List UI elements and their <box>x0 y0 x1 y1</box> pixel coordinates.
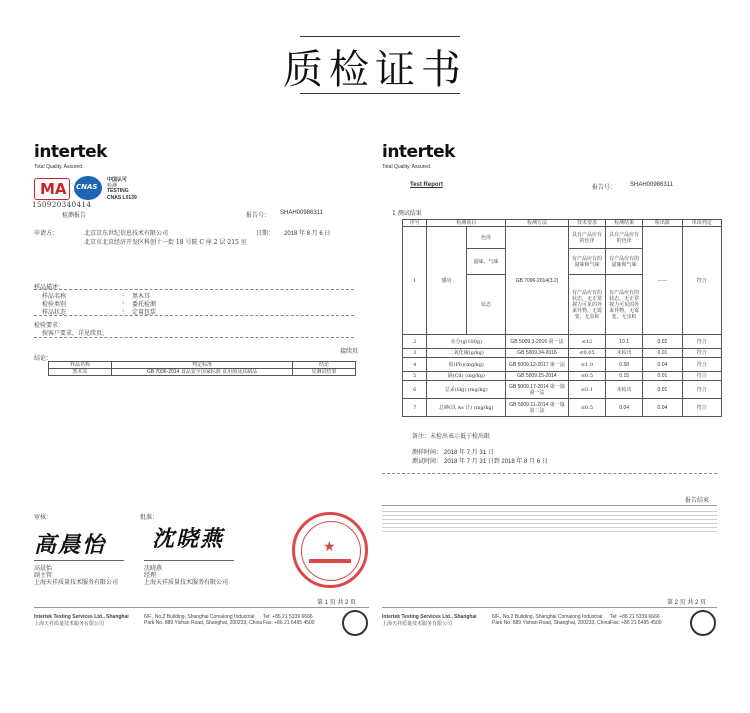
table-header: 结论 <box>293 362 356 369</box>
table-row <box>403 358 722 372</box>
date-label: 日期： <box>256 230 275 237</box>
table-cell: ≤0.5 <box>568 399 605 417</box>
approver-label: 批准： <box>140 514 159 521</box>
page-number: 第 2 页 共 2 页 <box>667 600 707 606</box>
table-cell: —— <box>643 227 682 335</box>
table-row <box>403 399 722 417</box>
footer-company-cn: 上海天祥质量技术服务有限公司 <box>34 621 105 627</box>
report-page-2 <box>380 120 735 713</box>
continued-note: 接续页 <box>340 348 359 355</box>
divider <box>34 315 354 316</box>
ma-badge <box>34 178 70 200</box>
approver-role: 经理 <box>144 572 157 579</box>
reviewer-signature: 高晨怡 <box>34 532 107 558</box>
row-value: 黑木耳 <box>132 293 151 300</box>
report-no-label: 报告号： <box>592 184 617 191</box>
table-header: 检出限 <box>643 220 682 227</box>
stamp-star-icon: ★ <box>323 539 336 555</box>
cnas-cn2: 检测 <box>107 183 118 189</box>
table-cell: 2 <box>403 335 427 349</box>
table-cell: 见测试结果 <box>293 369 356 376</box>
footer-address-1: 6/F., No.2 Building, Shanghai Comalong Industrial <box>492 614 603 620</box>
table-cell: 7 <box>403 399 427 417</box>
divider <box>34 289 354 290</box>
table-cell: 镉(Cd) (mg/kg) <box>427 372 506 381</box>
table-cell: 色泽 <box>466 227 505 249</box>
title-underline-bottom <box>300 93 460 94</box>
table-cell: 符合 <box>682 349 721 358</box>
table-cell: 符合 <box>682 381 721 399</box>
report-no: SHAH00986311 <box>630 182 673 188</box>
conclusion-label: 结论： <box>34 355 53 362</box>
footer-company-en: Intertek Testing Services Ltd., Shanghai <box>382 614 477 620</box>
reviewer-company: 上海天祥质量技术服务有限公司 <box>34 579 119 586</box>
signature-line <box>34 560 124 561</box>
table-cell: GB 7096-2014(3.2) <box>506 227 569 335</box>
table-cell: ≤1.0 <box>568 358 605 372</box>
intertek-logo: intertek <box>382 142 455 162</box>
table-cell: GB 5009.11-2014 第一篇 第二法 <box>506 399 569 417</box>
table-row <box>403 381 722 399</box>
row-label: 样品状态 <box>42 309 67 316</box>
table-cell: GB 5009.3-2016 第一法 <box>506 335 569 349</box>
table-cell: 有产品应有的状态，无正常视力可见的外来异物，无霉变，无虫蛀 <box>606 275 643 335</box>
reviewer-name: 高晨怡 <box>34 565 53 572</box>
row-sep: : <box>122 299 125 306</box>
table-cell: 总汞(Hg) (mg/kg) <box>427 381 506 399</box>
report-no: SHAH00986311 <box>280 210 323 216</box>
table-row <box>403 335 722 349</box>
table-cell: 二氧化硫(g/kg) <box>427 349 506 358</box>
applicant-name: 北京京东世纪信息技术有限公司 <box>84 230 169 237</box>
table-cell: 状态 <box>466 275 505 335</box>
table-cell: ≤12 <box>568 335 605 349</box>
footer-address-2: Park No. 889 Yishan Road, Shanghai, 200233, China <box>492 620 611 626</box>
table-cell: 4 <box>403 358 427 372</box>
footer-company-en: Intertek Testing Services Ltd., Shanghai <box>34 614 129 620</box>
table-cell: 铅(Pb)(mg/kg) <box>427 358 506 372</box>
table-cell: 3 <box>403 349 427 358</box>
table-header: 检测方法 <box>506 220 569 227</box>
footer-line <box>34 607 369 608</box>
test-period-label: 测试时间： <box>412 458 443 465</box>
divider <box>382 473 717 474</box>
requirement-label: 检验要求： <box>34 322 65 329</box>
table-cell: 有产品应有的滋味和气味 <box>568 249 605 275</box>
note: 备注：未检出表示低于检出限 <box>412 433 491 440</box>
approver-signature: 沈晓燕 <box>152 526 225 552</box>
footer-company-cn: 上海天祥质量技术服务有限公司 <box>382 621 453 627</box>
table-cell: 符合 <box>682 227 721 335</box>
section-heading: 1 测试结果 <box>392 210 422 217</box>
table-cell: 符合 <box>682 372 721 381</box>
table-cell: 0.01 <box>643 381 682 399</box>
table-cell: 10.1 <box>606 335 643 349</box>
cnas-text: CNAS <box>76 183 98 191</box>
iq-seal-icon <box>342 610 368 636</box>
table-header: 技术要求 <box>568 220 605 227</box>
table-cell: 5 <box>403 372 427 381</box>
footer-fax: Fax: +86 21 6495 4500 <box>263 620 315 626</box>
divider <box>34 337 354 338</box>
table-cell: 有产品应有的滋味和气味 <box>606 249 643 275</box>
table-row <box>403 349 722 358</box>
table-header: 检测项目 <box>427 220 506 227</box>
table-cell: 0.58 <box>606 358 643 372</box>
row-sep: : <box>122 307 125 314</box>
footer-address-2: Park No. 889 Yishan Road, Shanghai, 200233, China <box>144 620 263 626</box>
cnas-no: CNAS L0139 <box>107 195 137 201</box>
table-cell: GB 5009.34-2016 <box>506 349 569 358</box>
table-cell: GB 5009.15-2014 <box>506 372 569 381</box>
divider <box>382 505 717 506</box>
page-number: 第 1 页 共 2 页 <box>317 600 357 606</box>
requirement-text: 按客户要求，详见续页。 <box>42 330 109 337</box>
table-cell: GB 7096-2014 食品安全国家标准 食用菌及其制品 <box>112 369 293 376</box>
table-header: 样品名称 <box>49 362 112 369</box>
results-table <box>402 219 722 417</box>
cnas-cn1: 中国认可 <box>107 177 128 183</box>
table-cell: 0.02 <box>643 335 682 349</box>
table-cell: 0.01 <box>643 372 682 381</box>
table-cell: 1 <box>403 227 427 335</box>
report-no-label: 报告号： <box>246 212 271 219</box>
cnas-badge <box>74 176 102 200</box>
applicant-address: 北京市北京经济开发区科创十一街 18 号院 C 座 2 层 215 室 <box>84 239 247 246</box>
row-value: 委托检测 <box>132 301 157 308</box>
table-cell: ≤0.1 <box>568 381 605 399</box>
test-period: 2018 年 7 月 31 日到 2018 年 8 月 6 日 <box>444 459 548 465</box>
date: 2018 年 8 月 6 日 <box>284 231 331 237</box>
table-cell: ≤0.5 <box>568 372 605 381</box>
cnas-en: TESTING <box>107 188 129 194</box>
report-end: 报告结束 <box>685 497 710 504</box>
table-header: 单项判定 <box>682 220 721 227</box>
table-cell: 黑木耳 <box>49 369 112 376</box>
table-cell: GB 5009.12-2017 第一法 <box>506 358 569 372</box>
table-cell: 0.04 <box>643 358 682 372</box>
table-cell: 感官 <box>427 227 466 335</box>
table-cell: GB 5009.17-2014 第一篇 第一法 <box>506 381 569 399</box>
intertek-logo: intertek <box>34 142 107 162</box>
row-sep: : <box>122 291 125 298</box>
table-cell: 具有产品应有的色泽 <box>606 227 643 249</box>
reviewer-label: 审核： <box>34 514 53 521</box>
footer-fax: Fax: +86 21 6495 4500 <box>610 620 662 626</box>
tagline: Total Quality. Assured. <box>382 164 432 170</box>
table-cell: 滋味、气味 <box>466 249 505 275</box>
table-header-row <box>403 220 722 227</box>
page-title: 质检证书 <box>283 47 467 93</box>
cert-number: 150920340414 <box>32 201 92 209</box>
table-cell: 0.01 <box>643 349 682 358</box>
table-cell: 总砷(以 As 计) (mg/kg) <box>427 399 506 417</box>
conclusion-table <box>48 361 356 376</box>
report-page-1 <box>30 120 385 713</box>
sample-desc-label: 样品描述： <box>34 284 65 291</box>
table-cell: 符合 <box>682 399 721 417</box>
table-cell: ≤0.05 <box>568 349 605 358</box>
footer-tel: Tel: +86 21 5339 6666 <box>610 614 660 620</box>
table-cell: 具有产品应有的色泽 <box>568 227 605 249</box>
row-label: 样品名称 <box>42 293 67 300</box>
table-cell: 符合 <box>682 335 721 349</box>
applicant-label: 申请方： <box>34 230 59 237</box>
table-cell: 未检出 <box>606 349 643 358</box>
reviewer-role: 副主管 <box>34 572 53 579</box>
table-cell: 水分(g/100g) <box>427 335 506 349</box>
table-header: 判定标准 <box>112 362 293 369</box>
signature-line <box>144 560 234 561</box>
row-value: 定量包装 <box>132 309 157 316</box>
table-row <box>403 227 722 249</box>
ma-text: MA <box>40 180 67 198</box>
report-type: 检测报告 <box>62 212 87 219</box>
row-label: 检验类别 <box>42 301 67 308</box>
sampling-date: 2018 年 7 月 31 日 <box>444 450 494 456</box>
approver-name: 沈晓燕 <box>144 565 163 572</box>
table-row <box>403 372 722 381</box>
footer-tel: Tel: +86 21 5339 6666 <box>263 614 313 620</box>
table-cell: 0.04 <box>643 399 682 417</box>
footer-line <box>382 607 717 608</box>
company-stamp <box>292 512 368 588</box>
tagline: Total Quality. Assured. <box>34 164 84 170</box>
table-cell: 0.04 <box>606 399 643 417</box>
title-underline-top <box>300 36 460 37</box>
table-cell: 6 <box>403 381 427 399</box>
table-cell: 有产品应有的状态，无正常视力可见的外来异物，无霉变，无虫蛀 <box>568 275 605 335</box>
footer-address-1: 6/F., No.2 Building, Shanghai Comalong Industrial <box>144 614 255 620</box>
test-report-title: Test Report <box>410 182 443 188</box>
table-cell: 符合 <box>682 358 721 372</box>
table-header: 检测结果 <box>606 220 643 227</box>
approver-company: 上海天祥质量技术服务有限公司 <box>144 579 229 586</box>
iq-seal-icon <box>690 610 716 636</box>
fine-print <box>382 508 717 534</box>
table-header: 序号 <box>403 220 427 227</box>
stamp-center-bar <box>309 559 351 563</box>
sampling-date-label: 测样时间： <box>412 449 443 456</box>
table-cell: 未检出 <box>606 381 643 399</box>
table-cell: 0.15 <box>606 372 643 381</box>
